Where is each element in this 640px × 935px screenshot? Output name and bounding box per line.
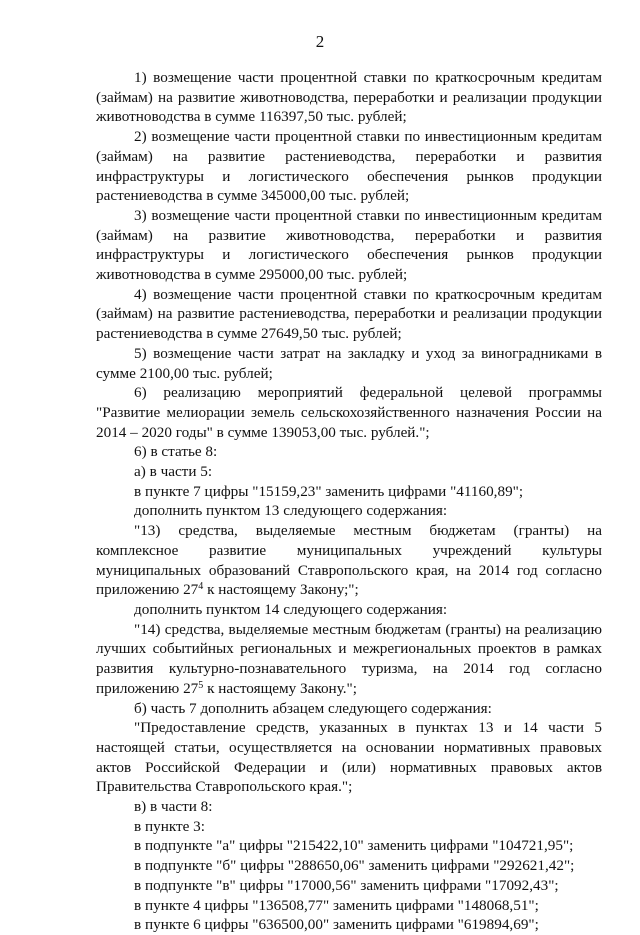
paragraph: в подпункте "б" цифры "288650,06" заменить цифрами "292621,42";: [134, 857, 575, 875]
paragraph: в) в части 8:: [134, 798, 213, 816]
superscript: 5: [198, 679, 204, 691]
paragraph: 6) в статье 8:: [134, 443, 218, 461]
paragraph: в пункте 6 цифры "636500,00" заменить цифрами "619894,69";: [134, 916, 539, 934]
paragraph-text: к настоящему Закону;";: [203, 581, 359, 599]
paragraph: 4) возмещение части процентной ставки по краткосрочным кредитам (займам) на развитие растениеводства, переработки и реализации продукции растениеводства в сумме 27649,50 тыс. рублей;: [96, 285, 602, 343]
paragraph: в пункте 3:: [134, 817, 205, 835]
document-body: [96, 68, 602, 935]
paragraph: 2) возмещение части процентной ставки по инвестиционным кредитам (займам) на развитие растениеводства, переработки и развития инфраструктуры и логистического обеспечения рынков продукции растениеводства в сумме 345000,00 тыс. рублей;: [96, 128, 602, 205]
paragraph-text: к настоящему Закону.";: [203, 679, 357, 697]
paragraph: [96, 521, 602, 600]
page-number: 2: [315, 32, 325, 51]
paragraph: 3) возмещение части процентной ставки по инвестиционным кредитам (займам) на развитие животноводства, переработки и развития инфраструктуры и логистического обеспечения рынков продукции животноводства в сумме 295000,00 тыс. рублей;: [96, 206, 602, 284]
paragraph: 6) реализацию мероприятий федеральной целевой программы "Развитие мелиорации земель сельскохозяйственного назначения России на 2014 – 2020 годы" в сумме 139053,00 тыс. рублей.";: [96, 384, 602, 441]
paragraph: дополнить пунктом 13 следующего содержания:: [134, 502, 448, 520]
paragraph-text: "14) средства, выделяемые местным бюджетам (гранты) на реализацию лучших событийных региональных и межрегиональных проектов в рамках развития культурно-познавательного туризма, на 2014 год согласно приложению 27: [96, 620, 602, 697]
paragraph-text: "13) средства, выделяемые местным бюджетам (гранты) на комплексное развитие муниципальных учреждений культуры муниципальных образований Ставропольского края, на 2014 год согласно приложению 27: [96, 522, 602, 599]
superscript: 4: [198, 581, 204, 593]
paragraph: [96, 620, 602, 699]
paragraph: в подпункте "в" цифры "17000,56" заменить цифрами "17092,43";: [134, 876, 559, 894]
paragraph: "Предоставление средств, указанных в пунктах 13 и 14 части 5 настоящей статьи, осуществляется на основании нормативных правовых актов Российской Федерации и (или) нормативных правовых актов Правительства Ставропольского края.";: [96, 719, 602, 796]
paragraph: 5) возмещение части затрат на закладку и уход за виноградниками в сумме 2100,00 тыс. рублей;: [96, 344, 602, 382]
paragraph: в пункте 7 цифры "15159,23" заменить цифрами "41160,89";: [134, 482, 524, 500]
paragraph: в пункте 4 цифры "136508,77" заменить цифрами "148068,51";: [134, 896, 539, 914]
paragraph: 1) возмещение части процентной ставки по краткосрочным кредитам (займам) на развитие животноводства, переработки и реализации продукции животноводства в сумме 116397,50 тыс. рублей;: [96, 69, 602, 126]
paragraph: в подпункте "а" цифры "215422,10" заменить цифрами "104721,95";: [134, 837, 574, 855]
paragraph: а) в части 5:: [134, 463, 213, 481]
paragraph: дополнить пунктом 14 следующего содержания:: [134, 600, 448, 618]
paragraph: б) часть 7 дополнить абзацем следующего содержания:: [134, 699, 492, 717]
